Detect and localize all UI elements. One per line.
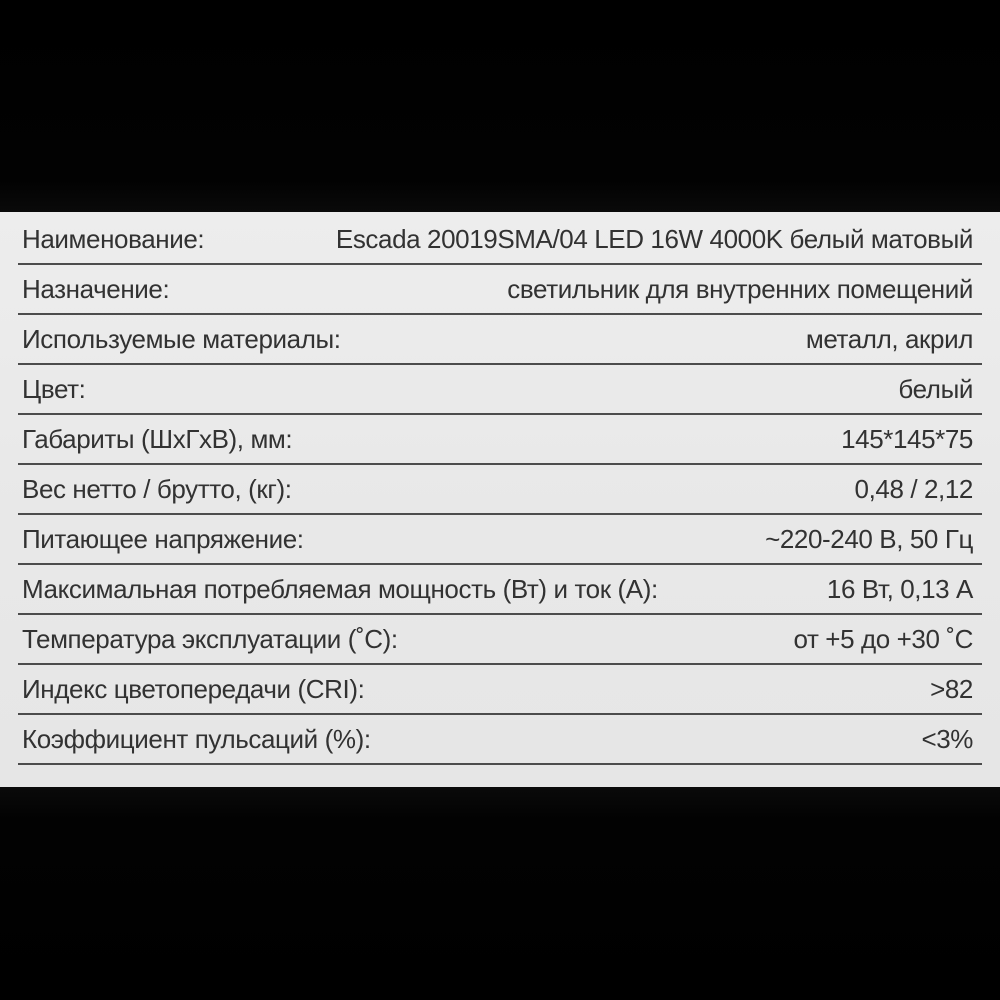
spec-label: Вес нетто / брутто, (кг): bbox=[22, 473, 292, 504]
spec-label: Цвет: bbox=[22, 373, 86, 404]
spec-value: 16 Вт, 0,13 А bbox=[826, 573, 973, 604]
specification-table bbox=[0, 212, 1000, 787]
spec-label: Используемые материалы: bbox=[22, 323, 341, 354]
spec-value: ~220-240 В, 50 Гц bbox=[765, 523, 973, 554]
spec-row-pulsation bbox=[18, 715, 982, 765]
spec-row-color bbox=[18, 365, 982, 415]
spec-row-weight bbox=[18, 465, 982, 515]
spec-label: Назначение: bbox=[22, 273, 170, 304]
spec-label: Габариты (ШхГхВ), мм: bbox=[22, 423, 293, 454]
bottom-black-band bbox=[0, 787, 1000, 1000]
spec-row-temperature bbox=[18, 615, 982, 665]
spec-value: 145*145*75 bbox=[841, 423, 973, 454]
spec-value: от +5 до +30 ˚С bbox=[793, 623, 973, 654]
spec-label: Температура эксплуатации (˚С): bbox=[22, 623, 398, 654]
spec-row-purpose bbox=[18, 265, 982, 315]
top-black-band bbox=[0, 0, 1000, 212]
spec-row-voltage bbox=[18, 515, 982, 565]
spec-value: металл, акрил bbox=[805, 323, 973, 354]
spec-value: >82 bbox=[930, 673, 973, 704]
spec-row-dimensions bbox=[18, 415, 982, 465]
spec-value: <3% bbox=[921, 723, 973, 754]
spec-label: Наименование: bbox=[22, 223, 205, 254]
spec-label: Индекс цветопередачи (CRI): bbox=[22, 673, 365, 704]
spec-row-cri bbox=[18, 665, 982, 715]
spec-label: Максимальная потребляемая мощность (Вт) и ток (А): bbox=[22, 573, 658, 604]
spec-row-name bbox=[18, 215, 982, 265]
spec-value: светильник для внутренних помещений bbox=[507, 273, 973, 304]
spec-value: белый bbox=[898, 373, 973, 404]
spec-label: Коэффициент пульсаций (%): bbox=[22, 723, 371, 754]
spec-row-materials bbox=[18, 315, 982, 365]
spec-row-power-current bbox=[18, 565, 982, 615]
spec-value: 0,48 / 2,12 bbox=[854, 473, 973, 504]
spec-value: Escada 20019SMA/04 LED 16W 4000K белый матовый bbox=[335, 223, 973, 254]
spec-label: Питающее напряжение: bbox=[22, 523, 304, 554]
